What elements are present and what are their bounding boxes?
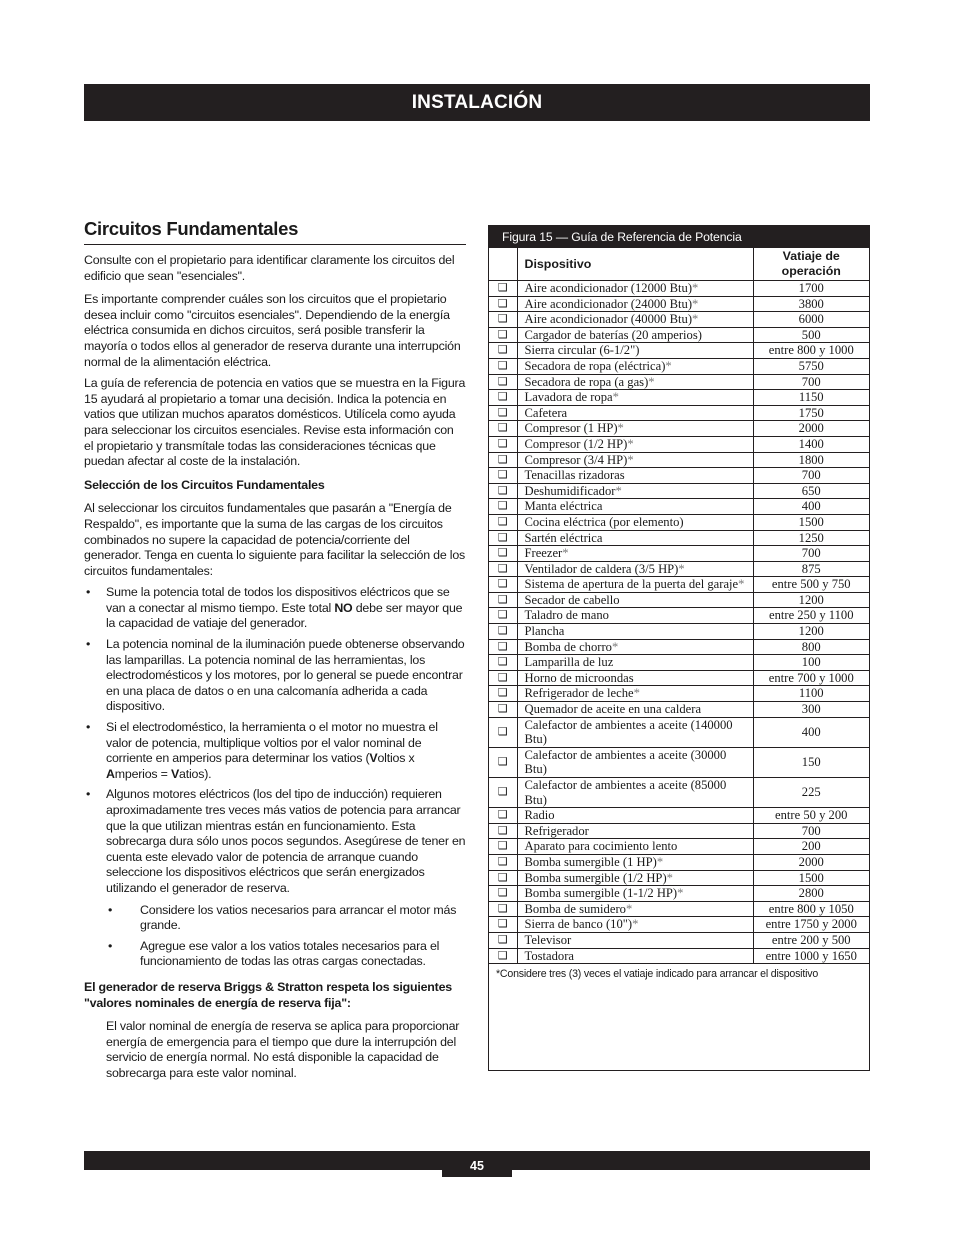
start-load-marker: *: [632, 917, 639, 932]
start-load-marker: *: [692, 281, 699, 295]
watts-cell: 400: [753, 717, 869, 747]
header-checkbox-cell: [489, 248, 517, 281]
list-item: [84, 787, 466, 970]
table-row: [489, 390, 869, 406]
watts-cell: entre 500 y 750: [753, 577, 869, 593]
table-row: [489, 839, 869, 855]
device-name-cell: [517, 702, 753, 718]
device-name: Calefactor de ambientes a aceite (85000 Btu): [524, 778, 727, 807]
device-name-cell: [517, 747, 753, 777]
watts-cell: 2000: [753, 421, 869, 437]
watts-cell: 800: [753, 639, 869, 655]
start-load-marker: *: [665, 358, 672, 373]
bullet-text: Considere los vatios necesarios para arrancar el motor más grande.: [140, 902, 457, 933]
watts-cell: 1400: [753, 436, 869, 452]
watts-cell: 200: [753, 839, 869, 855]
device-name-cell: [517, 778, 753, 808]
table-row: [489, 530, 869, 546]
checkbox-icon[interactable]: ❑: [489, 530, 517, 546]
watts-cell: 2800: [753, 886, 869, 902]
table-row: [489, 670, 869, 686]
list-item: [84, 720, 466, 782]
device-name-cell: [517, 839, 753, 855]
checkbox-icon[interactable]: ❑: [489, 870, 517, 886]
device-name-cell: [517, 608, 753, 624]
watts-cell: 1250: [753, 530, 869, 546]
watts-cell: 1100: [753, 686, 869, 702]
device-name-cell: [517, 436, 753, 452]
checkbox-icon[interactable]: ❑: [489, 948, 517, 964]
table-row: [489, 655, 869, 671]
bullet-emphasis: A: [106, 766, 115, 781]
checkbox-icon[interactable]: ❑: [489, 608, 517, 624]
bullet-emphasis: V: [369, 751, 378, 766]
table-footnote: *Considere tres (3) veces el vatiaje indicado para arrancar el dispositivo: [496, 968, 819, 981]
device-name: Aire acondicionador (24000 Btu): [524, 296, 693, 311]
device-name: Sistema de apertura de la puerta del garaje: [524, 577, 739, 592]
start-load-marker: *: [625, 901, 633, 916]
watts-cell: entre 250 y 1100: [753, 608, 869, 624]
device-name: Bomba sumergible (1/2 HP): [524, 870, 667, 885]
checkbox-icon[interactable]: ❑: [489, 886, 517, 902]
checkbox-icon[interactable]: ❑: [489, 405, 517, 421]
figure-caption: Figura 15 — Guía de Referencia de Potencia: [489, 226, 869, 248]
start-load-marker: *: [633, 686, 640, 701]
subheading-selection: Selección de los Circuitos Fundamentales: [84, 477, 325, 492]
device-name: Aire acondicionador (40000 Btu): [524, 312, 693, 327]
table-row: [489, 886, 869, 902]
device-name-cell: [517, 546, 753, 562]
device-name: Aparato para cocimiento lento: [524, 839, 678, 854]
checkbox-icon[interactable]: ❑: [489, 823, 517, 839]
device-name: Compresor (3/4 HP): [524, 452, 628, 467]
table-row: [489, 561, 869, 577]
device-name-cell: [517, 932, 753, 948]
table-row: [489, 546, 869, 562]
device-name: Secadora de ropa (a gas): [524, 374, 649, 389]
device-name: Compresor (1 HP): [524, 421, 618, 436]
device-name: Compresor (1/2 HP): [524, 436, 628, 451]
watts-cell: entre 1750 y 2000: [753, 917, 869, 933]
table-row: [489, 468, 869, 484]
device-name-cell: [517, 374, 753, 390]
checkbox-icon[interactable]: ❑: [489, 514, 517, 530]
device-name: Televisor: [524, 932, 572, 947]
paragraph-3: La guía de referencia de potencia en vatios que se muestra en la Figura 15 ayudará al propietario a tomar una decisión. Indica la potencia en vatios que utilizan muchos aparatos domésticos. Utilícela como ayuda para seleccionar los circuitos esenciales. Revise esta información con el propietario y transmítale todas las consideraciones técnicas que puedan afectar al coste de la instalación.: [84, 376, 466, 469]
device-name-cell: [517, 808, 753, 824]
checkbox-icon[interactable]: ❑: [489, 778, 517, 808]
checkbox-icon[interactable]: ❑: [489, 670, 517, 686]
device-name-cell: [517, 561, 753, 577]
table-row: [489, 343, 869, 359]
start-load-marker: *: [617, 421, 624, 436]
bullet-glyph: •: [86, 787, 91, 802]
checkbox-icon[interactable]: ❑: [489, 499, 517, 515]
table-row: [489, 702, 869, 718]
bullet-text: atios).: [179, 766, 212, 781]
device-name-cell: [517, 312, 753, 328]
list-item: [84, 903, 466, 934]
table-row: [489, 577, 869, 593]
watts-cell: 500: [753, 327, 869, 343]
watts-cell: 1800: [753, 452, 869, 468]
bullet-emphasis: V: [170, 766, 180, 781]
bullet-text: La potencia nominal de la iluminación puede obtenerse observando las lamparillas. La potencia nominal de las herramientas, los electrodomésticos y los motores, por lo general se puede encontrar en una placa de datos o en una calcomanía adherida a cada dispositivo.: [106, 637, 465, 714]
device-name: Taladro de mano: [524, 608, 609, 623]
device-name-cell: [517, 592, 753, 608]
checkbox-icon[interactable]: ❑: [489, 655, 517, 671]
device-name: Aire acondicionador (12000 Btu): [524, 281, 693, 295]
checkbox-icon[interactable]: ❑: [489, 281, 517, 297]
table-row: [489, 948, 869, 964]
device-name: Deshumidificador: [524, 483, 616, 498]
table-row: [489, 483, 869, 499]
table-row: [489, 374, 869, 390]
table-row: [489, 747, 869, 777]
watts-cell: 1500: [753, 514, 869, 530]
checkbox-icon[interactable]: ❑: [489, 452, 517, 468]
watts-cell: 6000: [753, 312, 869, 328]
device-name-cell: [517, 405, 753, 421]
checkbox-icon[interactable]: ❑: [489, 374, 517, 390]
device-name: Refrigerador: [524, 823, 589, 838]
checkbox-icon[interactable]: ❑: [489, 639, 517, 655]
device-name-cell: [517, 670, 753, 686]
device-name: Secador de cabello: [524, 592, 620, 607]
main-text-column: [84, 218, 466, 1082]
checkbox-icon[interactable]: ❑: [489, 327, 517, 343]
device-name-cell: [517, 917, 753, 933]
watts-cell: 1750: [753, 405, 869, 421]
device-name: Bomba sumergible (1 HP): [524, 854, 657, 869]
watts-cell: entre 800 y 1000: [753, 343, 869, 359]
checkbox-icon[interactable]: ❑: [489, 686, 517, 702]
checkbox-icon[interactable]: ❑: [489, 901, 517, 917]
watts-cell: 1700: [753, 281, 869, 297]
subheading-ratings: El generador de reserva Briggs & Stratton respeta los siguientes "valores nominales de energía de reserva fija":: [84, 979, 452, 1010]
checkbox-icon[interactable]: ❑: [489, 747, 517, 777]
device-name: Manta eléctrica: [524, 499, 603, 514]
table-row: [489, 608, 869, 624]
watts-cell: entre 200 y 500: [753, 932, 869, 948]
table-row: [489, 901, 869, 917]
start-load-marker: *: [692, 312, 699, 327]
power-reference-figure: [488, 225, 870, 1071]
table-row: [489, 592, 869, 608]
table-row: [489, 717, 869, 747]
device-name-cell: [517, 296, 753, 312]
bullet-glyph: •: [108, 938, 113, 953]
table-row: [489, 452, 869, 468]
device-name-cell: [517, 514, 753, 530]
device-name-cell: [517, 686, 753, 702]
table-row: [489, 917, 869, 933]
list-item: [84, 637, 466, 715]
device-name: Lavadora de ropa: [524, 390, 613, 405]
start-load-marker: *: [612, 390, 619, 405]
paragraph-2: Es importante comprender cuáles son los circuitos que el propietario desea incluir como "circuitos esenciales". Dependiendo de la energía eléctrica consumida en dichos circuitos, será posible transferir la mayoría o todos ellos al generador de reserva durante una interrupción normal de la alimentación eléctrica.: [84, 292, 461, 369]
watts-cell: 700: [753, 546, 869, 562]
table-row: [489, 405, 869, 421]
checkbox-icon[interactable]: ❑: [489, 932, 517, 948]
device-name: Cocina eléctrica (por elemento): [524, 514, 684, 529]
table-row: [489, 358, 869, 374]
checkbox-icon[interactable]: ❑: [489, 577, 517, 593]
checkbox-icon[interactable]: ❑: [489, 390, 517, 406]
watts-cell: 1200: [753, 624, 869, 640]
start-load-marker: *: [615, 483, 622, 498]
table-row: [489, 514, 869, 530]
start-load-marker: *: [738, 577, 745, 592]
device-name: Calefactor de ambientes a aceite (140000 Btu): [524, 717, 733, 747]
checkbox-icon[interactable]: ❑: [489, 296, 517, 312]
device-name: Calefactor de ambientes a aceite (30000 Btu): [524, 747, 727, 777]
watts-cell: 100: [753, 655, 869, 671]
list-item: [84, 939, 466, 970]
device-name: Sierra circular (6-1/2"): [524, 343, 640, 358]
watts-cell: 225: [753, 778, 869, 808]
device-name-cell: [517, 530, 753, 546]
bullet-text: Agregue ese valor a los vatios totales necesarios para el funcionamiento de todas las otras cargas conectadas.: [140, 938, 440, 969]
table-row: [489, 808, 869, 824]
watts-cell: 2000: [753, 854, 869, 870]
watts-cell: 700: [753, 468, 869, 484]
paragraph-4: Al seleccionar los circuitos fundamentales que pasarán a "Energía de Respaldo", es importante que la suma de las cargas de los circuitos combinados no supere la capacidad de potencia/corriente del generador. Tenga en cuenta lo siguiente para facilitar la selección de los circuitos fundamentales:: [84, 501, 466, 578]
bullet-emphasis: NO: [334, 600, 353, 615]
watts-cell: entre 700 y 1000: [753, 670, 869, 686]
device-name: Sierra de banco (10"): [524, 917, 633, 932]
start-load-marker: *: [677, 886, 684, 901]
device-name-cell: [517, 468, 753, 484]
bullet-list: [84, 585, 466, 970]
watts-cell: 875: [753, 561, 869, 577]
watts-cell: 1150: [753, 390, 869, 406]
device-name-cell: [517, 343, 753, 359]
checkbox-icon[interactable]: ❑: [489, 839, 517, 855]
table-row: [489, 932, 869, 948]
watts-cell: entre 1000 y 1650: [753, 948, 869, 964]
start-load-marker: *: [611, 639, 619, 654]
page-number: 45: [442, 1151, 512, 1177]
checkbox-icon[interactable]: ❑: [489, 343, 517, 359]
checkbox-icon[interactable]: ❑: [489, 421, 517, 437]
table-row: [489, 778, 869, 808]
checkbox-icon[interactable]: ❑: [489, 702, 517, 718]
table-row: [489, 823, 869, 839]
start-load-marker: *: [627, 436, 634, 451]
checkbox-icon[interactable]: ❑: [489, 592, 517, 608]
device-name: Freezer: [524, 546, 563, 561]
device-name: Cargador de baterías (20 amperios): [524, 327, 702, 342]
column-header-device: Dispositivo: [517, 248, 753, 281]
checkbox-icon[interactable]: ❑: [489, 468, 517, 484]
device-name: Secadora de ropa (eléctrica): [524, 358, 666, 373]
table-row: [489, 296, 869, 312]
device-name-cell: [517, 624, 753, 640]
watts-cell: 650: [753, 483, 869, 499]
device-name-cell: [517, 483, 753, 499]
device-name-cell: [517, 948, 753, 964]
device-name-cell: [517, 639, 753, 655]
checkbox-icon[interactable]: ❑: [489, 483, 517, 499]
table-header-row: [489, 248, 869, 281]
section-header: INSTALACIÓN: [84, 84, 870, 121]
table-row: [489, 281, 869, 297]
bullet-text: Sume la potencia total de todos los dispositivos eléctricos que se van a conectar al mismo tiempo. Este total: [106, 585, 450, 615]
device-name: Cafetera: [524, 405, 568, 420]
device-name-cell: [517, 390, 753, 406]
table-row: [489, 624, 869, 640]
device-name: Refrigerador de leche: [524, 686, 634, 701]
checkbox-icon[interactable]: ❑: [489, 808, 517, 824]
paragraph-5: El valor nominal de energía de reserva se aplica para proporcionar energía de emergencia para el tiempo que dure la interrupción del servicio de energía normal. No está disponible la capacidad de sobrecarga para este valor nominal.: [106, 1019, 460, 1080]
watts-cell: 1500: [753, 870, 869, 886]
device-name: Lamparilla de luz: [524, 655, 614, 670]
device-name-cell: [517, 717, 753, 747]
device-name: Bomba sumergible (1-1/2 HP): [524, 886, 678, 901]
table-row: [489, 854, 869, 870]
start-load-marker: *: [562, 546, 569, 561]
sub-bullet-list: [84, 903, 466, 970]
checkbox-icon[interactable]: ❑: [489, 358, 517, 374]
table-row: [489, 436, 869, 452]
device-name-cell: [517, 901, 753, 917]
device-name-cell: [517, 854, 753, 870]
device-name: Quemador de aceite en una caldera: [524, 702, 702, 717]
table-row: [489, 499, 869, 515]
device-name-cell: [517, 281, 753, 297]
watts-cell: 300: [753, 702, 869, 718]
table-row: [489, 639, 869, 655]
checkbox-icon[interactable]: ❑: [489, 436, 517, 452]
checkbox-icon[interactable]: ❑: [489, 717, 517, 747]
start-load-marker: *: [678, 561, 685, 576]
column-header-watts: Vatiaje de operación: [753, 248, 869, 281]
table-row: [489, 312, 869, 328]
device-name-cell: [517, 577, 753, 593]
checkbox-icon[interactable]: ❑: [489, 854, 517, 870]
table-row: [489, 686, 869, 702]
bullet-glyph: •: [86, 585, 91, 600]
device-name-cell: [517, 421, 753, 437]
paragraph-1: Consulte con el propietario para identificar claramente los circuitos del edificio que sean "esenciales".: [84, 253, 455, 283]
watts-cell: 1200: [753, 592, 869, 608]
table-row: [489, 421, 869, 437]
start-load-marker: *: [656, 854, 664, 869]
device-name: Tenacillas rizadoras: [524, 468, 625, 483]
watts-cell: 700: [753, 823, 869, 839]
device-name-cell: [517, 452, 753, 468]
start-load-marker: *: [692, 296, 699, 311]
checkbox-icon[interactable]: ❑: [489, 561, 517, 577]
bullet-text: Si el electrodoméstico, la herramienta o el motor no muestra el valor de potencia, multiplique voltios por el valor nominal de corriente en amperios para determinar los vatios (: [106, 720, 438, 766]
device-name: Sartén eléctrica: [524, 530, 603, 545]
watts-cell: entre 800 y 1050: [753, 901, 869, 917]
device-name: Horno de microondas: [524, 670, 634, 685]
device-name: Bomba de sumidero: [524, 901, 626, 916]
bullet-text: Algunos motores eléctricos (los del tipo de inducción) requieren aproximadamente tres veces más vatios de potencia para arrancar que la que utilizan mientras están en funcionamiento. Esta sobrecarga dura sólo unos pocos segundos. Asegúrese de tener en cuenta este elevado valor de potencia de arranque cuando seleccione los dispositivos eléctricos que serán energizados utilizando el generador de reserva.: [106, 787, 466, 895]
checkbox-icon[interactable]: ❑: [489, 624, 517, 640]
watts-cell: 150: [753, 747, 869, 777]
watts-cell: 700: [753, 374, 869, 390]
device-name: Plancha: [524, 624, 565, 639]
start-load-marker: *: [627, 452, 634, 467]
table-row: [489, 870, 869, 886]
bullet-glyph: •: [108, 902, 113, 917]
bullet-text: mperios =: [114, 766, 171, 781]
section-title: Circuitos Fundamentales: [84, 218, 466, 245]
table-body: [489, 281, 869, 964]
watts-cell: entre 50 y 200: [753, 808, 869, 824]
device-name-cell: [517, 823, 753, 839]
bullet-text: debe ser mayor que la capacidad de vatiaje del generador.: [106, 600, 463, 631]
device-name: Bomba de chorro: [524, 639, 612, 654]
watts-cell: 5750: [753, 358, 869, 374]
device-name: Radio: [524, 808, 555, 823]
table-row: [489, 327, 869, 343]
bullet-glyph: •: [86, 720, 91, 735]
bullet-text: oltios x: [377, 751, 415, 766]
checkbox-icon[interactable]: ❑: [489, 546, 517, 562]
device-name-cell: [517, 870, 753, 886]
device-name-cell: [517, 327, 753, 343]
device-name: Tostadora: [524, 948, 574, 963]
device-name-cell: [517, 358, 753, 374]
device-name: Ventilador de caldera (3/5 HP): [524, 561, 679, 576]
watts-cell: 400: [753, 499, 869, 515]
checkbox-icon[interactable]: ❑: [489, 917, 517, 933]
power-reference-table: [489, 248, 869, 964]
device-name-cell: [517, 499, 753, 515]
bullet-glyph: •: [86, 637, 91, 652]
checkbox-icon[interactable]: ❑: [489, 312, 517, 328]
start-load-marker: *: [666, 870, 673, 885]
list-item: [84, 585, 466, 632]
device-name-cell: [517, 655, 753, 671]
start-load-marker: *: [648, 374, 655, 389]
watts-cell: 3800: [753, 296, 869, 312]
device-name-cell: [517, 886, 753, 902]
